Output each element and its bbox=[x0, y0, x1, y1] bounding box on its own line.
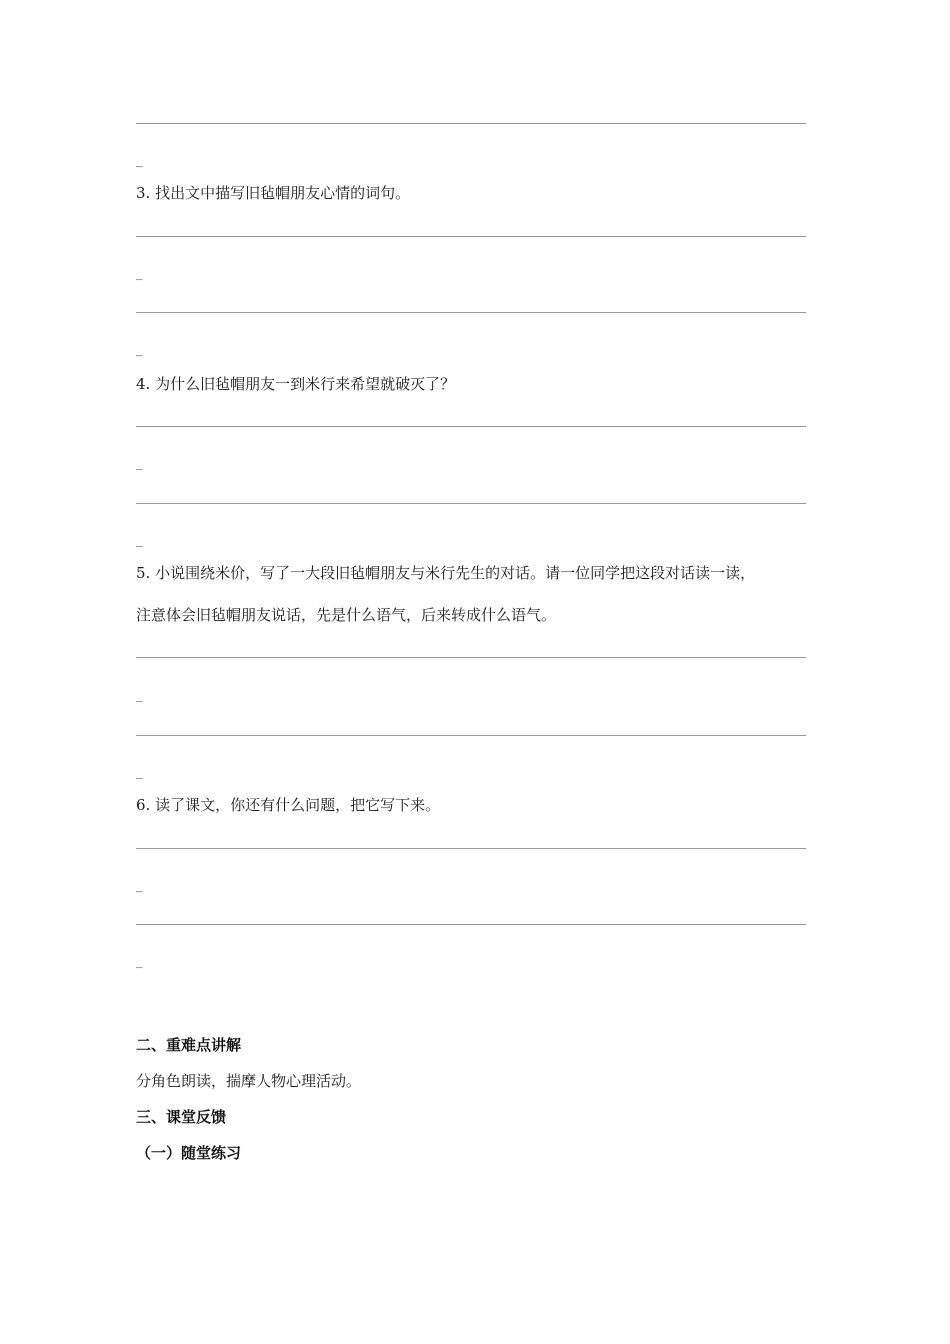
answer-line bbox=[136, 735, 806, 736]
answer-line bbox=[136, 657, 806, 658]
question-6: 6. 读了课文，你还有什么问题，把它写下来。 bbox=[136, 796, 441, 814]
blank-marker: _ bbox=[136, 533, 143, 548]
blank-marker: _ bbox=[136, 688, 143, 703]
blank-marker: _ bbox=[136, 765, 143, 780]
answer-line bbox=[136, 236, 806, 237]
blank-marker: _ bbox=[136, 878, 143, 893]
question-5-line-1: 5. 小说围绕米价，写了一大段旧毡帽朋友与米行先生的对话。请一位同学把这段对话读一读， bbox=[136, 564, 756, 582]
answer-line bbox=[136, 123, 806, 124]
blank-marker: _ bbox=[136, 342, 143, 357]
section-3-heading: 三、课堂反馈 bbox=[136, 1108, 227, 1126]
blank-marker: _ bbox=[136, 266, 143, 281]
question-4: 4. 为什么旧毡帽朋友一到米行来希望就破灭了？ bbox=[136, 375, 456, 393]
answer-line bbox=[136, 426, 806, 427]
blank-marker: _ bbox=[136, 153, 143, 168]
answer-line bbox=[136, 503, 806, 504]
answer-line bbox=[136, 848, 806, 849]
blank-marker: _ bbox=[136, 456, 143, 471]
section-3-subheading: （一）随堂练习 bbox=[136, 1144, 242, 1162]
section-2-heading: 二、重难点讲解 bbox=[136, 1036, 242, 1054]
blank-marker: _ bbox=[136, 954, 143, 969]
answer-line bbox=[136, 924, 806, 925]
answer-line bbox=[136, 312, 806, 313]
question-3: 3. 找出文中描写旧毡帽朋友心情的词句。 bbox=[136, 184, 411, 202]
section-2-text: 分角色朗读，揣摩人物心理活动。 bbox=[136, 1072, 362, 1090]
question-5-line-2: 注意体会旧毡帽朋友说话，先是什么语气，后来转成什么语气。 bbox=[136, 606, 557, 624]
